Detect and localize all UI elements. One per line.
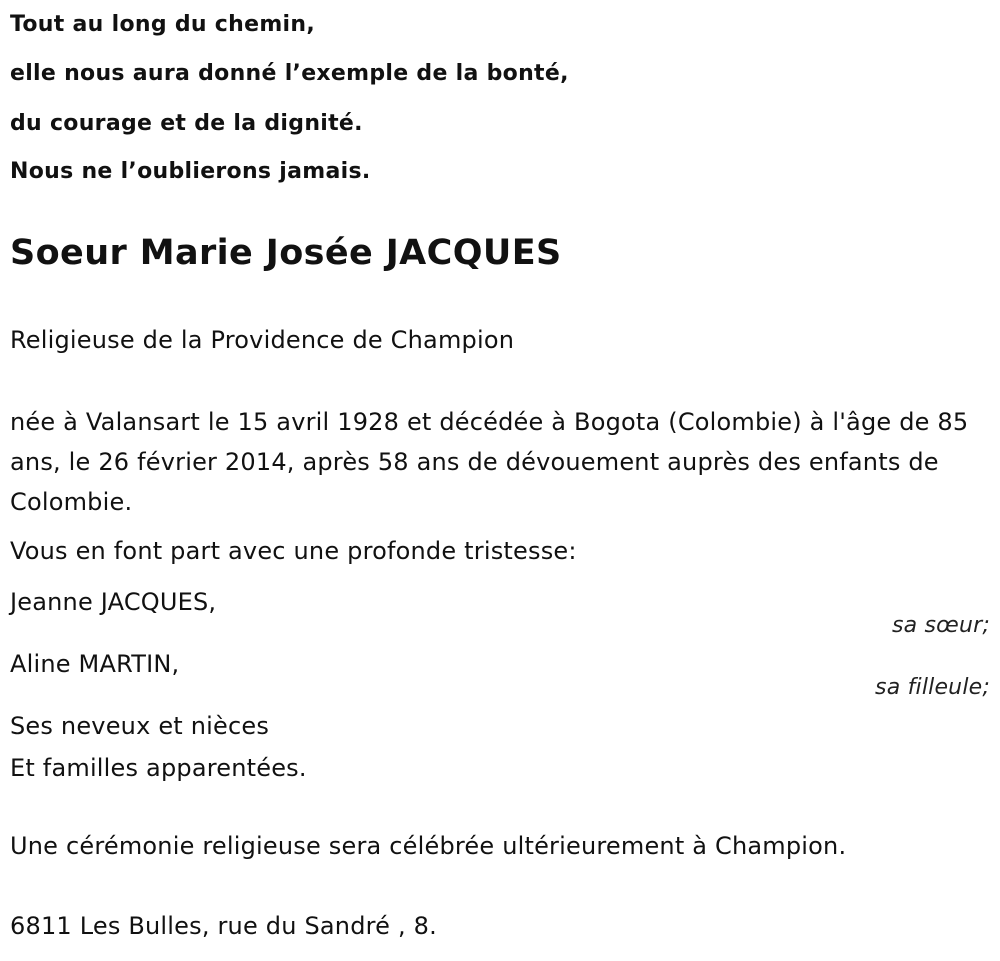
deceased-bio: née à Valansart le 15 avril 1928 et décédée à Bogota (Colombie) à l'âge de 85 ans, le 26 février 2014, après 58 ans de dévouement auprès des enfants de Colombie.	[10, 408, 969, 516]
family-address: 6811 Les Bulles, rue du Sandré , 8.	[10, 912, 437, 940]
deceased-title: Religieuse de la Providence de Champion	[10, 326, 515, 354]
family-member-name: Ses neveux et nièces	[10, 712, 270, 740]
epigraph-line-3: du courage et de la dignité.	[10, 111, 363, 136]
family-member-name: Jeanne JACQUES,	[10, 588, 217, 616]
epigraph-line-2: elle nous aura donné l’exemple de la bonté,	[10, 61, 569, 86]
family-member-name: Et familles apparentées.	[10, 754, 307, 782]
epigraph-line-1: Tout au long du chemin,	[10, 12, 316, 37]
announcement-intro: Vous en font part avec une profonde tristesse:	[10, 537, 577, 565]
ceremony-notice: Une cérémonie religieuse sera célébrée ultérieurement à Champion.	[10, 832, 847, 860]
family-member-relation: sa sœur;	[891, 613, 990, 638]
family-member-name: Aline MARTIN,	[10, 650, 180, 678]
deceased-name: Soeur Marie Josée JACQUES	[10, 233, 562, 273]
epigraph-line-4: Nous ne l’oublierons jamais.	[10, 159, 371, 184]
family-member-relation: sa filleule;	[875, 675, 990, 700]
